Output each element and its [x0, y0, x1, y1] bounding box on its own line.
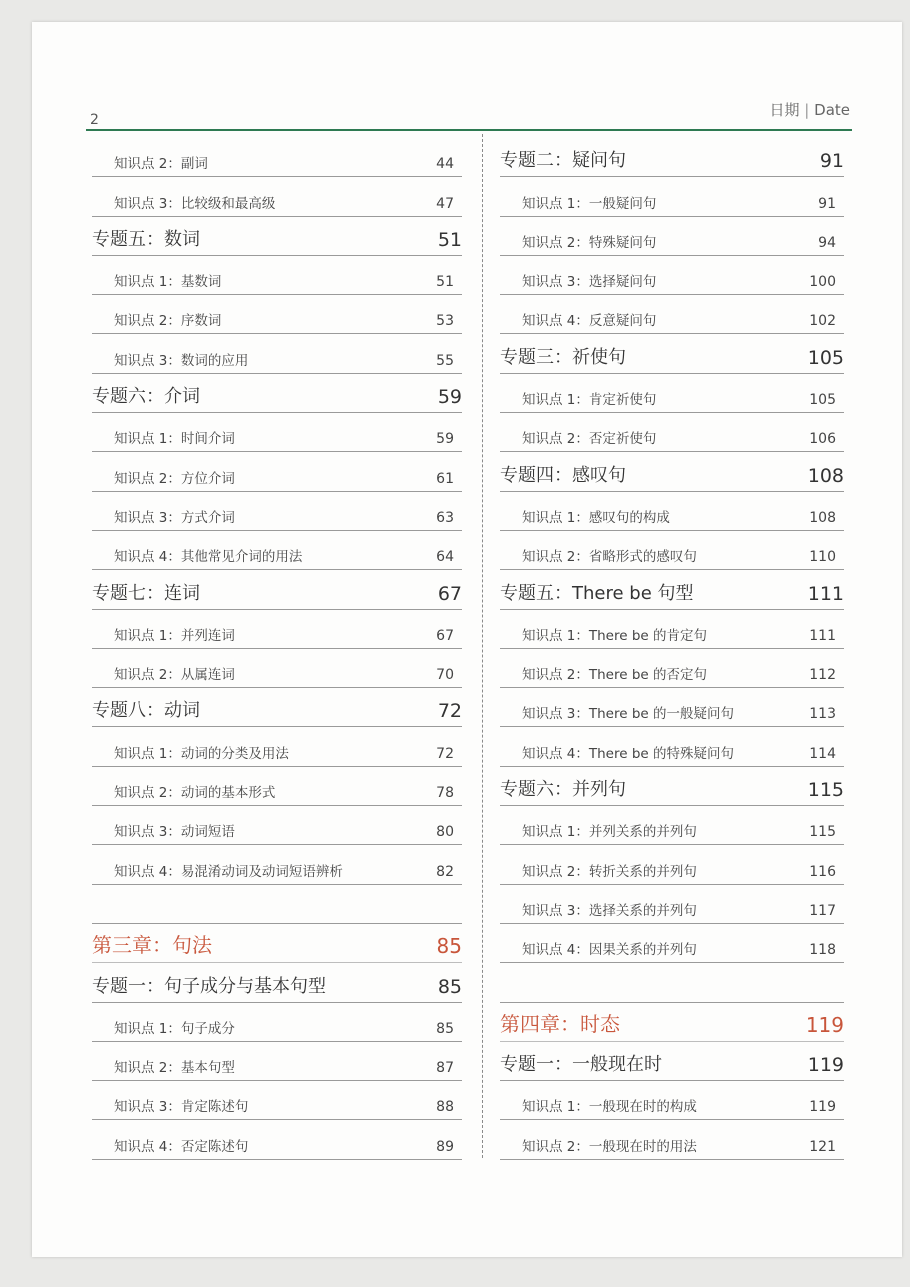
toc-entry-title: 知识点 3：数词的应用 — [114, 352, 249, 369]
toc-entry-page: 59 — [437, 386, 462, 409]
toc-entry-title: 知识点 1：一般现在时的构成 — [522, 1099, 697, 1116]
toc-entry-title: 知识点 1：并列连词 — [114, 627, 235, 644]
date-label-cn: 日期 — [769, 101, 800, 119]
toc-point-row — [500, 256, 844, 295]
toc-entry-title: 第四章：时态 — [500, 1011, 620, 1036]
toc-point-row — [500, 688, 844, 727]
toc-entry-page: 121 — [809, 1138, 836, 1155]
toc-entry-page: 119 — [807, 1054, 844, 1077]
toc-entry-page: 47 — [436, 195, 454, 212]
toc-entry-title: 知识点 2：基本句型 — [114, 1060, 235, 1077]
toc-entry-title: 专题二：疑问句 — [500, 150, 626, 172]
toc-entry-page: 106 — [809, 431, 836, 448]
toc-entry-page: 67 — [437, 582, 462, 605]
toc-point-row — [92, 1120, 462, 1159]
toc-entry-title: 专题三：祈使句 — [500, 346, 626, 368]
toc-entry-page: 105 — [807, 346, 844, 369]
toc-point-row — [500, 492, 844, 531]
toc-entry-title: 知识点 3：动词短语 — [114, 824, 235, 841]
toc-entry-title: 知识点 4：易混淆动词及动词短语辨析 — [114, 863, 343, 880]
toc-entry-title: 知识点 2：方位介词 — [114, 470, 235, 487]
toc-entry-title: 专题一：一般现在时 — [500, 1054, 662, 1076]
toc-entry-title: 知识点 1：句子成分 — [114, 1020, 235, 1037]
toc-entry-title: 知识点 1：肯定祈使句 — [522, 392, 657, 409]
toc-point-row — [500, 885, 844, 924]
toc-right-column — [500, 138, 844, 1160]
toc-section-row — [500, 570, 844, 609]
toc-entry-title: 知识点 4：反意疑问句 — [522, 313, 657, 330]
toc-entry-title: 知识点 1：时间介词 — [114, 431, 235, 448]
toc-entry-page: 111 — [807, 582, 844, 605]
toc-point-row — [500, 649, 844, 688]
toc-section-row — [500, 452, 844, 491]
toc-point-row — [92, 334, 462, 373]
toc-point-row — [92, 845, 462, 884]
toc-entry-page: 85 — [437, 975, 462, 998]
toc-point-row — [500, 845, 844, 884]
toc-entry-title: 知识点 4：因果关系的并列句 — [522, 942, 697, 959]
toc-point-row — [92, 413, 462, 452]
toc-blank-row — [500, 963, 844, 1002]
toc-section-row — [500, 334, 844, 373]
toc-entry-page: 100 — [809, 274, 836, 291]
toc-entry-page: 72 — [437, 700, 462, 723]
toc-chapter-row — [92, 924, 462, 963]
toc-entry-page: 61 — [436, 470, 454, 487]
toc-point-row — [92, 806, 462, 845]
date-label-en: Date — [814, 101, 850, 119]
toc-entry-page: 85 — [436, 1020, 454, 1037]
toc-point-row — [92, 727, 462, 766]
toc-section-row — [500, 767, 844, 806]
toc-entry-page: 119 — [805, 1012, 844, 1037]
toc-entry-title: 专题八：动词 — [92, 700, 200, 722]
toc-point-row — [92, 1003, 462, 1042]
toc-point-row — [92, 452, 462, 491]
toc-entry-title: 知识点 1：一般疑问句 — [522, 195, 657, 212]
toc-point-row — [500, 413, 844, 452]
toc-entry-title: 专题五：There be 句型 — [500, 582, 694, 604]
toc-entry-title: 第三章：句法 — [92, 933, 212, 958]
toc-entry-page: 115 — [809, 824, 836, 841]
column-divider — [482, 134, 483, 1158]
toc-point-row — [500, 295, 844, 334]
toc-section-row — [92, 570, 462, 609]
toc-section-row — [92, 963, 462, 1002]
toc-entry-title: 知识点 4：否定陈述句 — [114, 1138, 249, 1155]
toc-entry-title: 专题四：感叹句 — [500, 464, 626, 486]
toc-entry-page: 89 — [436, 1138, 454, 1155]
toc-entry-title: 知识点 3：选择疑问句 — [522, 274, 657, 291]
toc-entry-page: 113 — [809, 706, 836, 723]
toc-point-row — [92, 138, 462, 177]
toc-entry-title: 知识点 2：从属连词 — [114, 667, 235, 684]
toc-point-row — [500, 806, 844, 845]
toc-entry-page: 64 — [436, 549, 454, 566]
toc-chapter-row — [500, 1003, 844, 1042]
toc-entry-title: 知识点 2：一般现在时的用法 — [522, 1138, 697, 1155]
toc-section-row — [500, 1042, 844, 1081]
toc-entry-title: 知识点 1：动词的分类及用法 — [114, 745, 289, 762]
toc-entry-page: 114 — [809, 745, 836, 762]
toc-entry-title: 知识点 1：感叹句的构成 — [522, 509, 670, 526]
toc-entry-title: 专题一：句子成分与基本句型 — [92, 975, 326, 997]
toc-entry-page: 111 — [809, 627, 836, 644]
toc-entry-page: 78 — [436, 785, 454, 802]
toc-entry-page: 115 — [807, 779, 844, 802]
toc-point-row — [92, 531, 462, 570]
toc-section-row — [92, 217, 462, 256]
toc-entry-page: 59 — [436, 431, 454, 448]
toc-section-row — [500, 138, 844, 177]
toc-point-row — [92, 649, 462, 688]
toc-point-row — [500, 1120, 844, 1159]
toc-entry-page: 55 — [436, 352, 454, 369]
toc-entry-page: 87 — [436, 1060, 454, 1077]
toc-point-row — [92, 1081, 462, 1120]
toc-entry-page: 67 — [436, 627, 454, 644]
toc-point-row — [500, 531, 844, 570]
toc-entry-page: 82 — [436, 863, 454, 880]
toc-entry-page: 112 — [809, 667, 836, 684]
toc-entry-page: 85 — [436, 934, 462, 959]
toc-point-row — [500, 727, 844, 766]
toc-entry-page: 108 — [809, 509, 836, 526]
toc-entry-page: 88 — [436, 1099, 454, 1116]
toc-point-row — [500, 177, 844, 216]
toc-entry-title: 专题六：介词 — [92, 386, 200, 408]
toc-entry-title: 知识点 3：比较级和最高级 — [114, 195, 276, 212]
toc-entry-page: 105 — [809, 392, 836, 409]
toc-left-column — [92, 138, 462, 1160]
toc-entry-page: 53 — [436, 313, 454, 330]
toc-entry-title: 知识点 3：方式介词 — [114, 509, 235, 526]
toc-entry-title: 知识点 2：动词的基本形式 — [114, 785, 276, 802]
toc-entry-page: 117 — [809, 902, 836, 919]
toc-entry-title: 知识点 1：基数词 — [114, 274, 222, 291]
toc-entry-title: 专题七：连词 — [92, 582, 200, 604]
toc-entry-title: 知识点 2：There be 的否定句 — [522, 667, 708, 684]
toc-entry-page: 118 — [809, 942, 836, 959]
toc-entry-page: 51 — [436, 274, 454, 291]
toc-entry-title: 知识点 2：转折关系的并列句 — [522, 863, 697, 880]
toc-entry-title: 知识点 2：序数词 — [114, 313, 222, 330]
toc-section-row — [92, 688, 462, 727]
toc-entry-page: 63 — [436, 509, 454, 526]
toc-entry-page: 70 — [436, 667, 454, 684]
toc-entry-title: 知识点 2：特殊疑问句 — [522, 234, 657, 251]
toc-point-row — [92, 1042, 462, 1081]
toc-entry-title: 知识点 1：There be 的肯定句 — [522, 627, 708, 644]
toc-entry-title: 知识点 2：否定祈使句 — [522, 431, 657, 448]
toc-entry-title: 知识点 2：副词 — [114, 156, 208, 173]
toc-entry-page: 110 — [809, 549, 836, 566]
toc-entry-page: 119 — [809, 1099, 836, 1116]
toc-section-row — [92, 374, 462, 413]
toc-entry-title: 知识点 3：肯定陈述句 — [114, 1099, 249, 1116]
toc-entry-page: 108 — [807, 464, 844, 487]
toc-point-row — [500, 924, 844, 963]
toc-entry-page: 91 — [818, 195, 836, 212]
toc-entry-title: 专题五：数词 — [92, 228, 200, 250]
toc-point-row — [92, 767, 462, 806]
toc-entry-page: 94 — [818, 234, 836, 251]
date-label — [770, 99, 851, 120]
toc-entry-page: 80 — [436, 824, 454, 841]
toc-entry-page: 102 — [809, 313, 836, 330]
date-separator: | — [804, 101, 810, 119]
toc-entry-page: 72 — [436, 745, 454, 762]
toc-point-row — [500, 1081, 844, 1120]
toc-entry-title: 知识点 3：There be 的一般疑问句 — [522, 706, 735, 723]
toc-entry-page: 116 — [809, 863, 836, 880]
toc-point-row — [500, 610, 844, 649]
toc-entry-page: 91 — [819, 150, 844, 173]
toc-entry-page: 51 — [437, 228, 462, 251]
toc-point-row — [92, 295, 462, 334]
toc-entry-title: 专题六：并列句 — [500, 779, 626, 801]
toc-point-row — [500, 374, 844, 413]
toc-entry-title: 知识点 2：省略形式的感叹句 — [522, 549, 697, 566]
header-rule — [86, 129, 852, 131]
toc-point-row — [92, 492, 462, 531]
toc-entry-title: 知识点 1：并列关系的并列句 — [522, 824, 697, 841]
toc-entry-title: 知识点 4：其他常见介词的用法 — [114, 549, 303, 566]
toc-point-row — [92, 610, 462, 649]
toc-blank-row — [92, 885, 462, 924]
page-number: 2 — [90, 112, 99, 128]
toc-point-row — [92, 256, 462, 295]
toc-point-row — [500, 217, 844, 256]
toc-entry-title: 知识点 3：选择关系的并列句 — [522, 902, 697, 919]
toc-entry-page: 44 — [436, 156, 454, 173]
toc-point-row — [92, 177, 462, 216]
toc-entry-title: 知识点 4：There be 的特殊疑问句 — [522, 745, 735, 762]
